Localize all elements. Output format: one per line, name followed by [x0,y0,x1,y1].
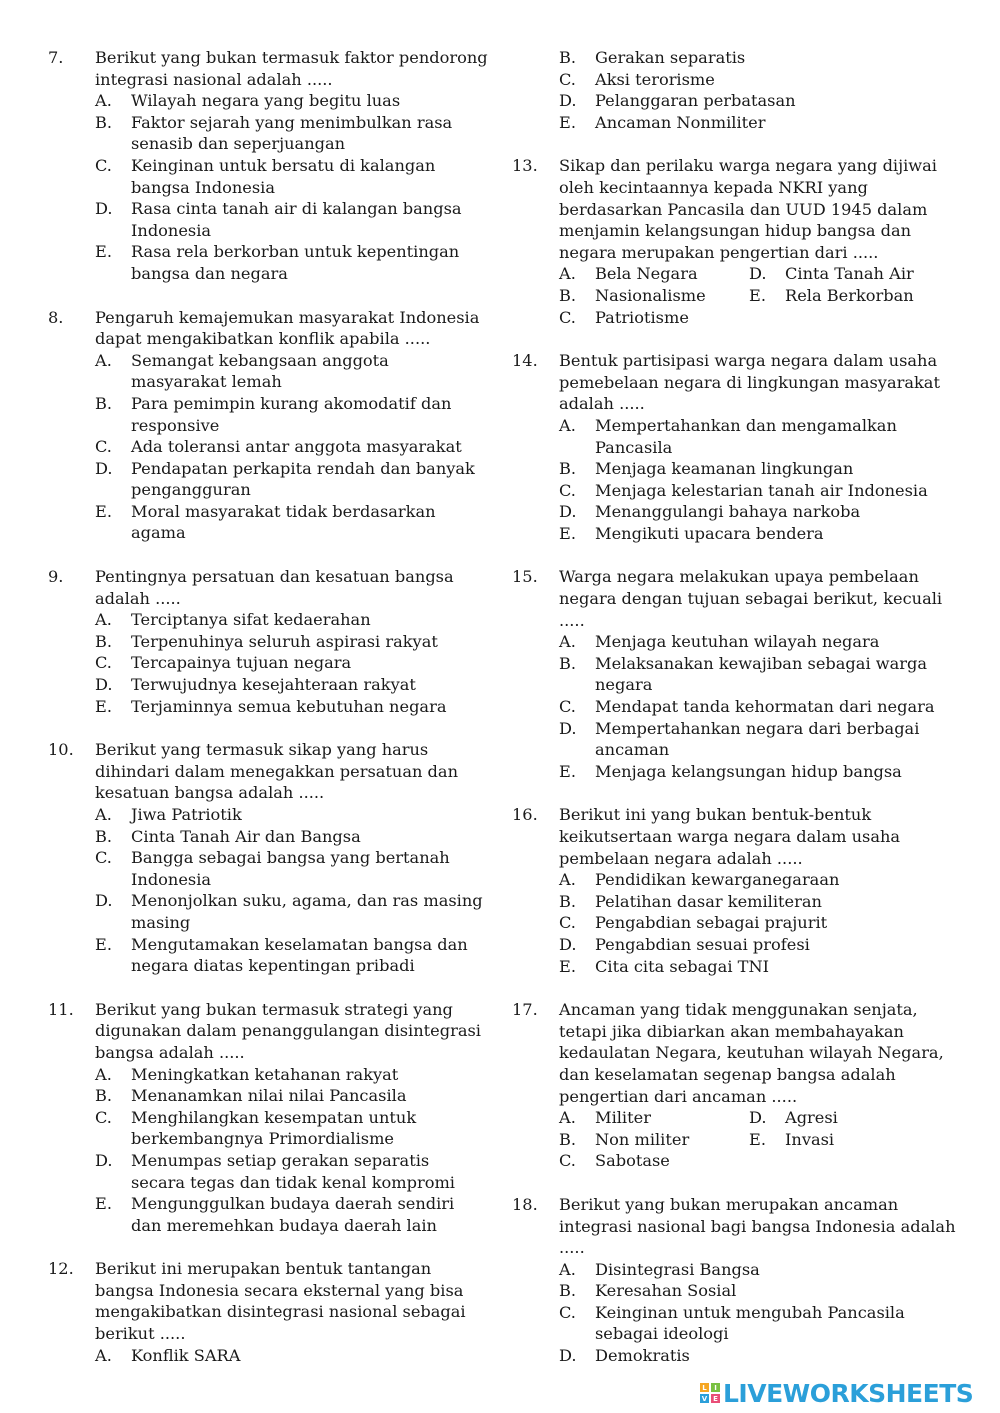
question-text: Sikap dan perilaku warga negara yang dijiwai oleh kecintaannya kepada NKRI yang berdasarkan Pancasila dan UUD 1945 dalam menjamin kelangsungan hidup bangsa dan negara merupakan pengertian dari ..... [559,156,937,262]
question-row [512,1194,957,1259]
answer-option[interactable] [559,696,957,718]
option-letter: B. [559,285,577,305]
answer-option[interactable] [95,458,488,501]
option-text: Menanamkan nilai nilai Pancasila [131,1086,407,1106]
option-text: Terjaminnya semua kebutuhan negara [131,696,447,716]
answer-option[interactable] [95,1064,488,1086]
option-letter: B. [559,1129,577,1149]
option-letter: B. [95,393,113,413]
option-letter: C. [559,307,576,327]
answer-option[interactable] [95,826,488,848]
answer-option[interactable] [95,609,488,631]
question-block [48,1258,488,1366]
option-letter: D. [95,199,113,219]
answer-option[interactable] [559,69,957,91]
option-text: Terwujudnya kesejahteraan rakyat [131,675,416,695]
option-text: Semangat kebangsaan anggota masyarakat lemah [131,350,389,392]
answer-option[interactable] [95,112,488,155]
option-letter: B. [559,48,577,67]
option-list [559,869,957,977]
option-text: Ancaman Nonmiliter [595,112,766,132]
option-letter: E. [559,761,576,781]
answer-option[interactable] [559,480,957,502]
option-letter: B. [559,459,577,479]
option-letter: C. [559,1151,576,1171]
option-text: Jiwa Patriotik [131,805,242,824]
logo-text: LIVEWORKSHEETS [723,1378,974,1408]
answer-option[interactable] [95,436,488,458]
logo-grid-cell: V [701,1394,708,1403]
option-letter: E. [95,242,112,262]
option-letter: E. [95,696,112,716]
answer-option[interactable] [559,523,957,545]
answer-option[interactable] [559,869,957,891]
question-number: 7. [48,48,64,67]
answer-option[interactable] [559,1345,957,1367]
answer-option[interactable] [95,631,488,653]
option-text: Menumpas setiap gerakan separatis secara tegas dan tidak kenal kompromi [131,1150,455,1192]
logo-grid-cell: E [711,1394,720,1403]
question-text: Berikut yang termasuk sikap yang harus dihindari dalam menegakkan persatuan dan kesatuan bangsa adalah ..... [95,740,458,803]
option-text: Pendapatan perkapita rendah dan banyak pengangguran [131,458,475,500]
answer-option[interactable] [559,307,749,329]
question-number: 13. [512,156,538,176]
question-block [48,47,488,285]
question-block [48,999,488,1237]
option-letter: E. [559,112,576,132]
option-text: Cinta Tanah Air dan Bangsa [131,826,361,846]
option-letter: E. [749,285,766,305]
option-letter: A. [559,870,576,890]
option-letter: C. [95,155,112,175]
option-letter: C. [95,437,112,457]
option-letter: D. [95,1150,113,1170]
option-text: Rela Berkorban [785,285,914,305]
option-text: Mengunggulkan budaya daerah sendiri dan meremehkan budaya daerah lain [131,1194,455,1235]
question-text: Bentuk partisipasi warga negara dalam usaha pemebelaan negara di lingkungan masyarakat adalah ..... [559,351,940,414]
option-text: Mengutamakan keselamatan bangsa dan negara diatas kepentingan pribadi [131,934,468,976]
option-text: Mempertahankan dan mengamalkan Pancasila [595,415,897,457]
answer-option[interactable] [559,653,957,696]
option-text: Menjaga kelangsungan hidup bangsa [595,761,902,781]
answer-option[interactable] [95,90,488,112]
question-number: 11. [48,999,74,1019]
question-number: 17. [512,1000,538,1020]
option-letter: D. [95,891,113,911]
answer-option[interactable] [95,350,488,393]
option-text: Para pemimpin kurang akomodatif dan responsive [131,393,452,435]
option-text: Non militer [595,1129,690,1149]
question-row [512,350,957,415]
option-text: Mendapat tanda kehormatan dari negara [595,697,935,717]
option-list [95,1345,488,1367]
option-letter: D. [559,934,577,954]
answer-option[interactable] [749,285,929,307]
answer-option[interactable] [95,674,488,696]
answer-option[interactable] [559,1150,749,1172]
option-text: Tercapainya tujuan negara [131,653,352,673]
option-letter: A. [559,1259,576,1279]
option-text: Melaksanakan kewajiban sebagai warga negara [595,653,928,695]
option-text: Rasa cinta tanah air di kalangan bangsa Indonesia [131,199,462,240]
answer-option[interactable] [95,696,488,718]
option-letter: D. [95,675,113,695]
option-text: Militer [595,1108,651,1128]
option-text: Faktor sejarah yang menimbulkan rasa senasib dan seperjuangan [131,112,453,154]
question-row [48,739,488,804]
option-letter: A. [559,264,576,284]
option-text: Wilayah negara yang begitu luas [131,91,401,111]
question-text: Pengaruh kemajemukan masyarakat Indonesia dapat mengakibatkan konflik apabila ..... [95,307,480,349]
answer-option[interactable] [559,112,957,134]
question-12-continued [512,47,957,133]
question-text: Ancaman yang tidak menggunakan senjata, tetapi jika dibiarkan akan membahayakan kedaulatan Negara, keutuhan wilayah Negara, dan keselamatan segenap bangsa adalah pengertian dari ancaman ..... [559,1000,944,1106]
right-column [512,47,957,1389]
question-row [48,1258,488,1344]
answer-option[interactable] [95,1107,488,1150]
option-list [95,609,488,717]
option-text: Pengabdian sebagai prajurit [595,913,828,933]
question-row [48,47,488,90]
answer-option[interactable] [559,458,957,480]
option-letter: D. [559,718,577,738]
option-text: Pengabdian sesuai profesi [595,934,810,954]
answer-option[interactable] [559,718,957,761]
answer-option[interactable] [559,501,957,523]
option-text: Keinginan untuk mengubah Pancasila sebagai ideologi [595,1302,905,1344]
option-letter: E. [559,956,576,976]
answer-option[interactable] [95,890,488,933]
answer-option[interactable] [559,956,957,978]
option-text: Pelanggaran perbatasan [595,91,796,111]
left-column [48,47,488,1388]
answer-option[interactable] [559,263,749,285]
option-text: Menonjolkan suku, agama, dan ras masing masing [131,891,483,932]
option-text: Moral masyarakat tidak berdasarkan agama [131,501,436,543]
option-text: Ada toleransi antar anggota masyarakat [131,437,462,457]
option-letter: D. [749,1108,767,1128]
answer-option[interactable] [559,1107,749,1129]
logo-grid-cell: I [711,1383,720,1392]
question-block [512,566,957,782]
option-letter: C. [559,697,576,717]
question-text: Berikut ini merupakan bentuk tantangan bangsa Indonesia secara eksternal yang bisa mengakibatkan disintegrasi nasional sebagai berikut ..... [95,1259,466,1344]
option-letter: A. [559,632,576,652]
option-letter: D. [749,264,767,284]
option-text: Invasi [785,1129,835,1149]
answer-option[interactable] [95,198,488,241]
answer-option[interactable] [95,1193,488,1236]
option-letter: A. [559,415,576,435]
question-number: 10. [48,740,74,760]
answer-option[interactable] [95,804,488,826]
option-text: Menjaga keamanan lingkungan [595,459,854,479]
logo-grid-cell: L [700,1383,709,1392]
option-text: Nasionalisme [595,285,706,305]
answer-option[interactable] [95,1150,488,1193]
question-number: 8. [48,307,64,327]
question-block [48,307,488,545]
option-letter: C. [559,913,576,933]
option-text: Cita cita sebagai TNI [595,956,769,976]
answer-option[interactable] [559,415,957,458]
answer-option[interactable] [749,263,929,285]
answer-option[interactable] [95,652,488,674]
option-grid [559,1107,957,1172]
answer-option[interactable] [559,891,957,913]
question-text: Berikut ini yang bukan bentuk-bentuk keikutsertaan warga negara dalam usaha pembelaan negara adalah ..... [559,805,901,868]
option-letter: E. [95,934,112,954]
option-list [559,631,957,782]
option-letter: B. [95,826,113,846]
answer-option[interactable] [559,1259,957,1281]
question-row [512,999,957,1107]
option-text: Terciptanya sifat kedaerahan [131,610,371,630]
answer-option[interactable] [95,393,488,436]
answer-option[interactable] [559,934,957,956]
option-text: Demokratis [595,1346,690,1366]
option-letter: A. [95,610,112,630]
option-text: Aksi terorisme [595,69,715,89]
option-letter: A. [95,91,112,111]
option-letter: B. [95,1086,113,1106]
answer-option[interactable] [559,285,749,307]
question-text: Warga negara melakukan upaya pembelaan negara dengan tujuan sebagai berikut, kecuali ..... [559,567,943,630]
question-row [48,566,488,609]
option-letter: C. [559,69,576,89]
question-number: 16. [512,805,538,825]
logo-grid-icon [700,1383,720,1403]
option-letter: B. [95,631,113,651]
option-text: Pendidikan kewarganegaraan [595,870,840,890]
question-number: 12. [48,1259,74,1279]
option-text: Sabotase [595,1151,670,1171]
question-row [48,999,488,1064]
question-row [512,804,957,869]
question-number: 18. [512,1194,538,1214]
option-list [95,90,488,284]
question-number: 14. [512,351,538,371]
answer-option[interactable] [95,155,488,198]
question-text: Berikut yang bukan merupakan ancaman integrasi nasional bagi bangsa Indonesia adalah ..... [559,1194,956,1258]
answer-option[interactable] [559,631,957,653]
answer-option[interactable] [559,912,957,934]
option-letter: C. [95,1107,112,1127]
answer-option[interactable] [559,1302,957,1345]
option-letter: B. [559,653,577,673]
option-list [95,804,488,977]
option-letter: A. [95,350,112,370]
option-text: Mengikuti upacara bendera [595,523,824,543]
question-text: Berikut yang bukan termasuk strategi yang digunakan dalam penanggulangan disintegrasi bangsa adalah ..... [95,999,481,1062]
answer-option[interactable] [95,241,488,284]
question-block [512,350,957,544]
question-block [512,999,957,1172]
option-letter: C. [559,480,576,500]
option-letter: C. [95,653,112,673]
answer-option[interactable] [559,47,957,69]
option-letter: A. [559,1108,576,1128]
option-text: Gerakan separatis [595,48,746,67]
option-text: Pelatihan dasar kemiliteran [595,891,822,911]
answer-option[interactable] [559,1129,749,1151]
question-row [48,307,488,350]
answer-option[interactable] [749,1107,929,1129]
option-letter: A. [95,1064,112,1084]
option-text: Agresi [785,1108,838,1128]
question-number: 15. [512,567,538,587]
answer-option[interactable] [559,761,957,783]
option-letter: E. [749,1129,766,1149]
question-text: Pentingnya persatuan dan kesatuan bangsa adalah ..... [95,567,454,608]
answer-option[interactable] [95,1345,488,1367]
answer-option[interactable] [749,1129,929,1151]
option-letter: E. [95,501,112,521]
option-letter: E. [95,1194,112,1214]
option-grid [559,263,957,328]
option-text: Menghilangkan kesempatan untuk berkembangnya Primordialisme [131,1107,417,1149]
option-letter: D. [559,502,577,522]
option-letter: D. [559,1346,577,1366]
option-letter: B. [559,1281,577,1301]
option-text: Meningkatkan ketahanan rakyat [131,1064,399,1084]
answer-option[interactable] [95,934,488,977]
answer-option[interactable] [559,1280,957,1302]
option-text: Bangga sebagai bangsa yang bertanah Indonesia [131,848,450,889]
answer-option[interactable] [559,90,957,112]
option-text: Disintegrasi Bangsa [595,1259,760,1279]
option-text: Mempertahankan negara dari berbagai ancaman [595,718,920,760]
question-row [512,155,957,263]
option-letter: A. [95,805,112,824]
answer-option[interactable] [95,847,488,890]
question-block [48,566,488,717]
option-text: Menjaga kelestarian tanah air Indonesia [595,480,928,500]
option-list [95,350,488,544]
question-block [48,739,488,977]
option-list [95,1064,488,1237]
option-text: Menjaga keutuhan wilayah negara [595,632,880,652]
option-list [559,1259,957,1367]
option-text: Keinginan untuk bersatu di kalangan bangsa Indonesia [131,155,436,197]
option-letter: E. [559,523,576,543]
option-text: Rasa rela berkorban untuk kepentingan bangsa dan negara [131,242,460,283]
liveworksheets-logo [700,1378,973,1408]
question-number: 9. [48,567,64,587]
option-letter: B. [95,112,113,132]
option-text: Konflik SARA [131,1345,241,1365]
option-letter: C. [559,1302,576,1322]
option-text: Menanggulangi bahaya narkoba [595,502,861,522]
option-text: Terpenuhinya seluruh aspirasi rakyat [131,631,438,651]
option-letter: B. [559,891,577,911]
option-letter: D. [559,91,577,111]
option-letter: A. [95,1345,112,1365]
option-text: Keresahan Sosial [595,1281,737,1301]
option-text: Cinta Tanah Air [785,264,914,284]
option-letter: C. [95,848,112,868]
question-block [512,155,957,328]
question-text: Berikut yang bukan termasuk faktor pendorong integrasi nasional adalah ..... [95,48,488,89]
option-text: Patriotisme [595,307,689,327]
answer-option[interactable] [95,501,488,544]
option-list [559,47,957,133]
option-list [559,415,957,545]
option-letter: D. [95,458,113,478]
question-row [512,566,957,631]
question-block [512,1194,957,1367]
answer-option[interactable] [95,1085,488,1107]
question-block [512,804,957,977]
option-text: Bela Negara [595,264,698,284]
